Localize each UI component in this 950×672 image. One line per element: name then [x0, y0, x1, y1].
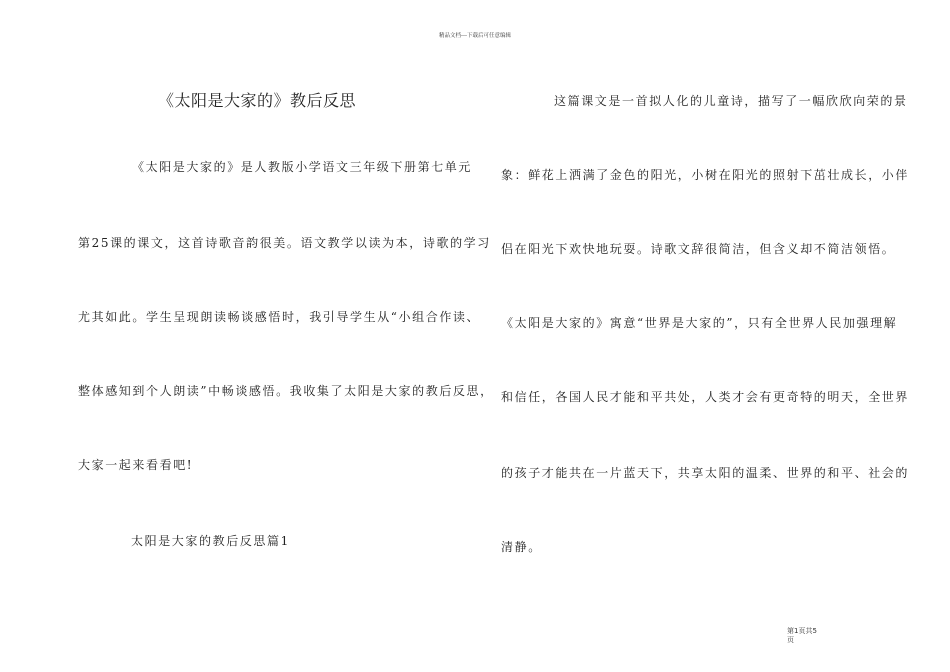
- section-heading: 太阳是大家的教后反思篇1: [131, 534, 290, 548]
- page-header: 精品文档---下载后可任意编辑: [439, 33, 511, 39]
- left-paragraph-line: 大家一起来看看吧!: [78, 458, 194, 472]
- left-paragraph-line: 整体感知到个人朗读”中畅谈感悟。我收集了太阳是大家的教后反思，: [78, 384, 494, 398]
- document-title: 《太阳是大家的》教后反思: [158, 91, 357, 110]
- left-paragraph-line: 第25课的课文，这首诗歌音韵很美。语文教学以读为本，诗歌的学习: [78, 236, 491, 250]
- left-paragraph-line: 尤其如此。学生呈现朗读畅谈感悟时，我引导学生从“小组合作读、: [78, 310, 481, 324]
- right-paragraph-line: 和信任，各国人民才能和平共处，人类才会有更奇特的明天，全世界: [501, 390, 910, 404]
- right-paragraph-line: 的孩子才能共在一片蓝天下，共享太阳的温柔、世界的和平、社会的: [501, 466, 910, 480]
- page-number: 第1页共5: [787, 627, 817, 635]
- left-paragraph-line: 《太阳是大家的》是人教版小学语文三年级下册第七单元: [132, 160, 473, 174]
- right-paragraph-line: 这篇课文是一首拟人化的儿童诗，描写了一幅欣欣向荣的景: [554, 94, 908, 108]
- right-paragraph-line: 《太阳是大家的》寓意“世界是大家的”，只有全世界人民加强理解: [501, 316, 898, 330]
- page-footer: [787, 627, 827, 645]
- page-number-suffix: 页: [787, 636, 794, 644]
- right-paragraph-line: 象：鲜花上洒满了金色的阳光，小树在阳光的照射下茁壮成长，小伴: [501, 168, 910, 182]
- right-paragraph-line: 侣在阳光下欢快地玩耍。诗歌文辞很简洁，但含义却不简洁领悟。: [501, 242, 896, 256]
- right-paragraph-line: 清静。: [501, 540, 542, 554]
